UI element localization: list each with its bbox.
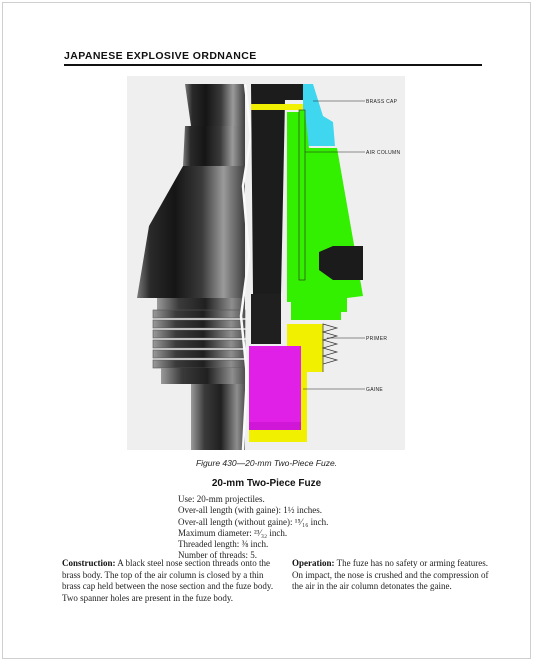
construction-paragraph	[62, 558, 274, 604]
spec-thread-count: Number of threads: 5.	[178, 550, 257, 561]
header-rule	[64, 64, 482, 66]
spec-max-diameter: Maximum diameter: ²³⁄₃₂ inch.	[178, 527, 288, 538]
gaine-region	[249, 346, 301, 430]
spec-list	[178, 494, 328, 562]
operation-heading: Operation:	[292, 558, 335, 568]
operation-paragraph	[292, 558, 492, 593]
label-air-column: AIR COLUMN	[366, 150, 401, 156]
fuze-figure	[127, 76, 405, 450]
spec-threaded-length: Threaded length: ⅜ inch.	[178, 539, 269, 550]
label-brass-cap: BRASS CAP	[366, 99, 398, 105]
figure-caption: Figure 430—20-mm Two-Piece Fuze.	[195, 458, 338, 468]
label-gaine: GAINE	[366, 387, 384, 393]
section-title: 20-mm Two-Piece Fuze	[211, 478, 322, 489]
running-head: JAPANESE EXPLOSIVE ORDNANCE	[64, 50, 257, 62]
construction-heading: Construction:	[62, 558, 116, 568]
operation-text: The fuze has no safety or arming features. On impact, the nose is crushed and the compression of the air in the air column detonates the gaine.	[292, 558, 489, 592]
spec-length-without-gaine: Over-all length (without gaine): ¹⁵⁄₁₆ inch.	[178, 516, 329, 527]
label-primer: PRIMER	[366, 336, 388, 342]
spec-length-with-gaine: Over-all length (with gaine): 1½ inches.	[178, 505, 323, 516]
construction-text: A black steel nose section threads onto the brass body. The top of the air column is closed by a thin brass cap held between the nose section and the fuze body. Two spanner holes are present in the fuze body.	[62, 558, 274, 603]
spec-use: Use: 20-mm projectiles.	[178, 494, 265, 504]
